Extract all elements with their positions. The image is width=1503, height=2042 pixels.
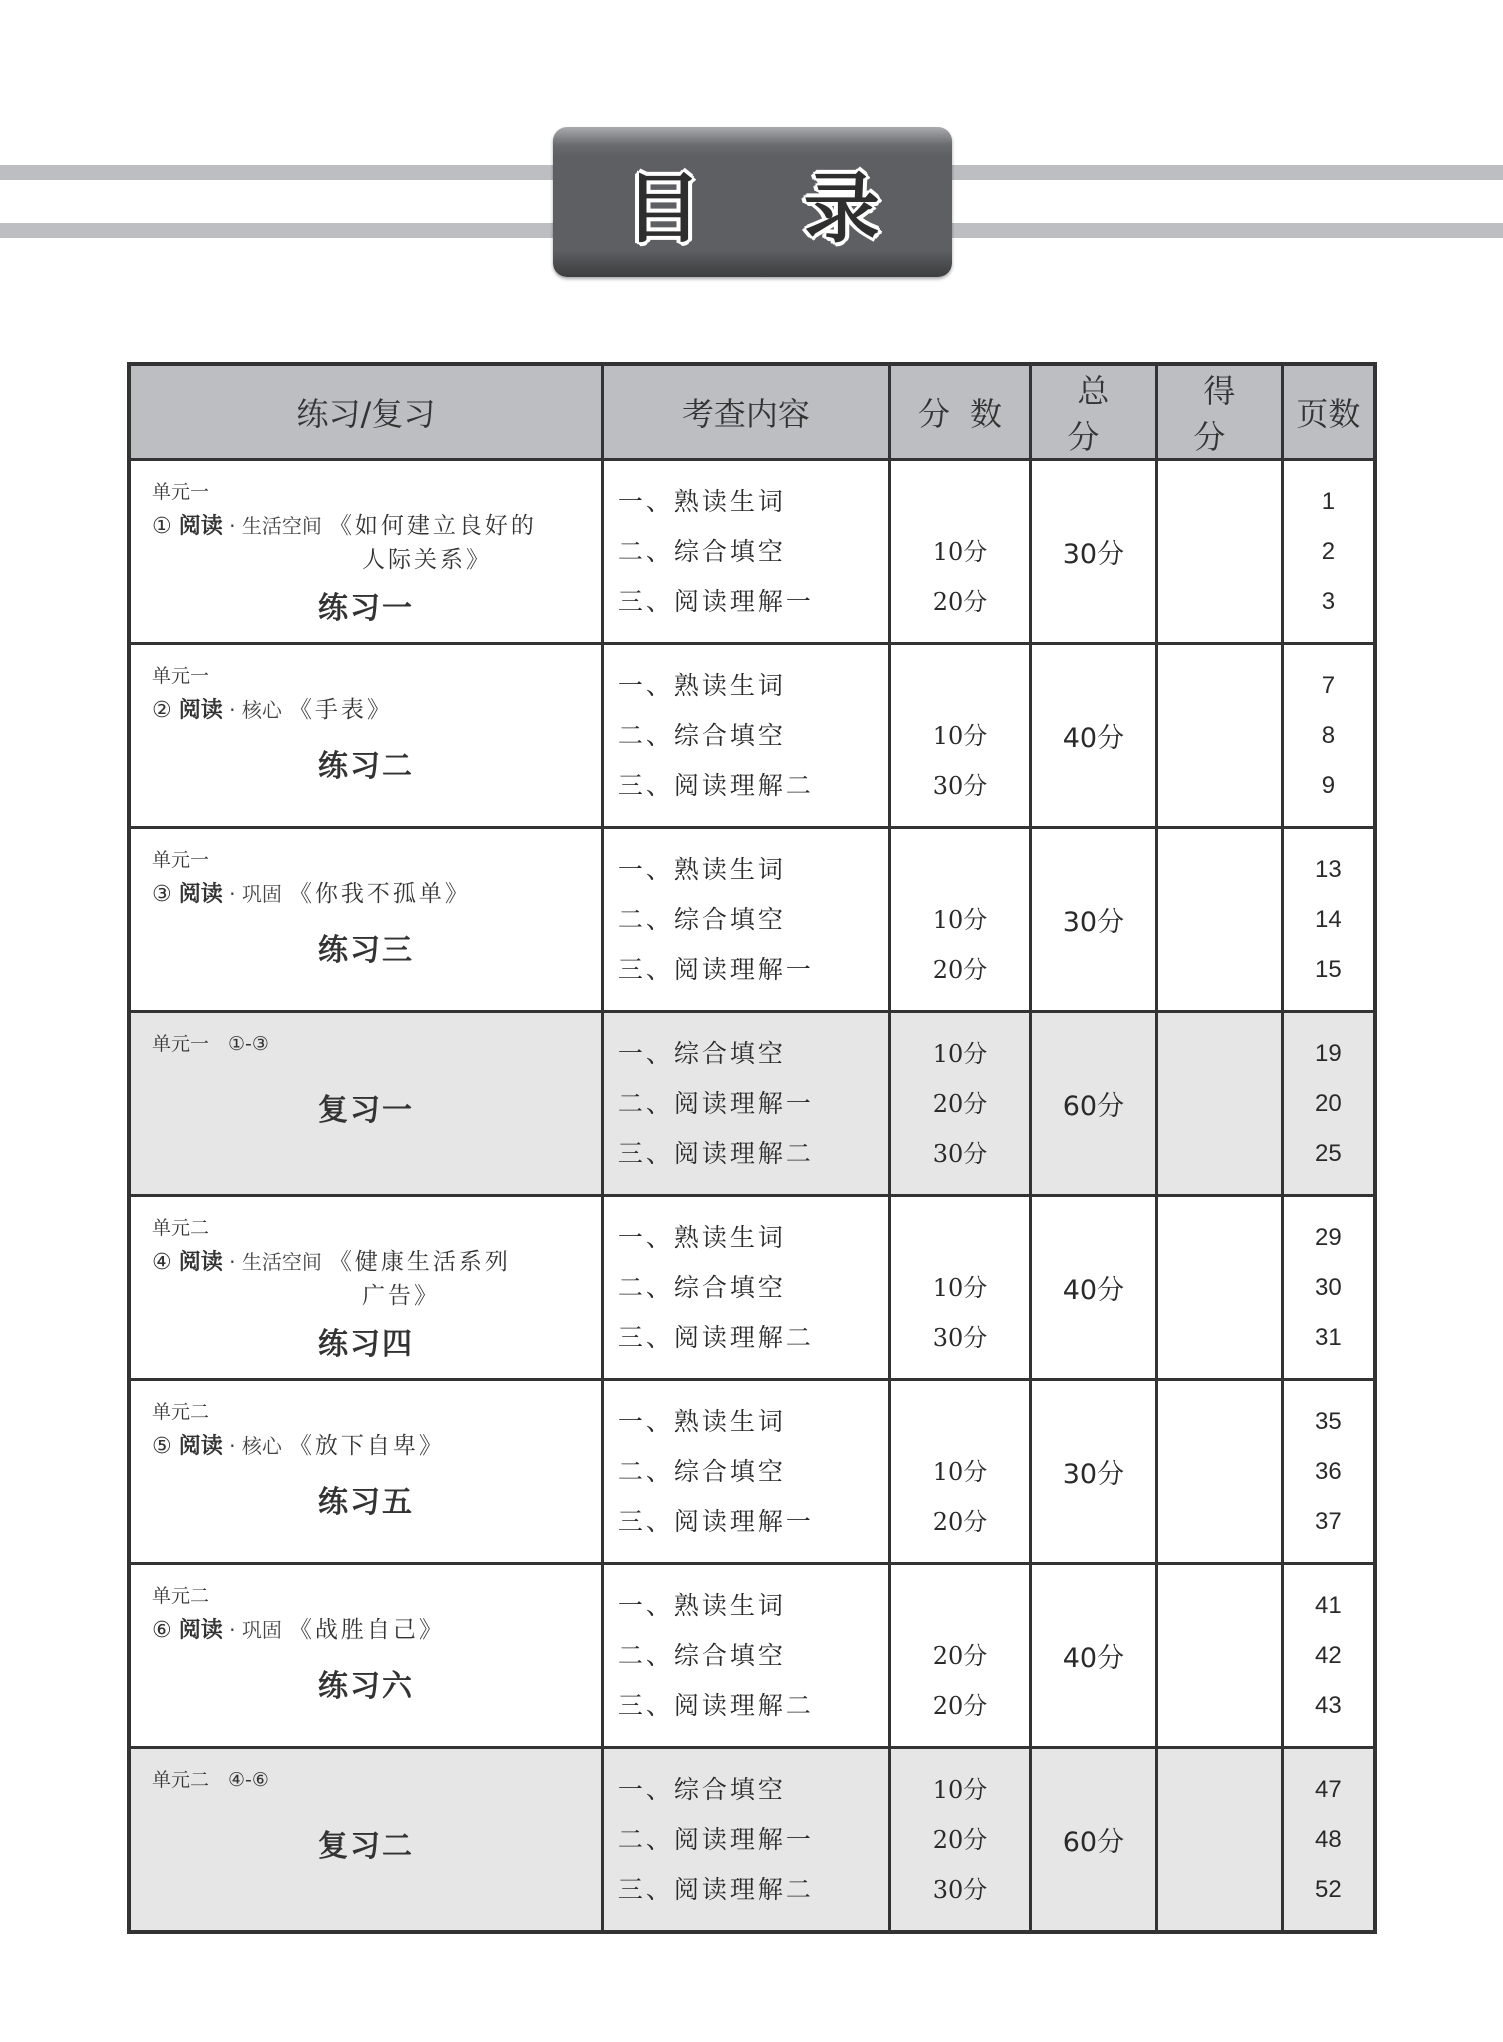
exercise-cell: [129, 644, 602, 828]
exercise-cell: [129, 1564, 602, 1748]
lesson-separator: ·: [222, 514, 242, 538]
page-number[interactable]: 8: [1321, 721, 1336, 749]
page-number[interactable]: 47: [1315, 1775, 1342, 1803]
score-cell: [889, 1564, 1030, 1748]
lesson-line: [152, 507, 537, 540]
page-cell: [1282, 828, 1375, 1012]
score-cell: [889, 828, 1030, 1012]
lesson-separator: ·: [222, 1618, 242, 1642]
page-cell: [1282, 1748, 1375, 1933]
content-item: 三、阅读理解一: [617, 586, 814, 616]
unit-label: 单元一: [152, 849, 210, 871]
content-item: 三、阅读理解二: [617, 770, 814, 800]
exercise-cell: [129, 1196, 602, 1380]
score-item: 10分: [932, 905, 988, 934]
lesson-type: 阅读: [178, 514, 223, 539]
score-item: 30分: [932, 1139, 988, 1168]
lesson-line: [152, 1427, 445, 1460]
total-score-cell: 40分: [1030, 644, 1156, 828]
content-cell: [602, 460, 889, 644]
content-item: 二、综合填空: [617, 1640, 786, 1670]
column-header-exercise: 练习/复习: [129, 364, 602, 460]
page-number[interactable]: 9: [1321, 771, 1336, 799]
earned-score-cell[interactable]: [1156, 1196, 1282, 1380]
table-header-row: [129, 364, 1375, 460]
content-item: 二、综合填空: [617, 536, 786, 566]
table-row: [129, 828, 1375, 1012]
score-item: 10分: [932, 721, 988, 750]
lesson-line: [152, 1611, 445, 1644]
lesson-category: 巩固: [241, 1618, 282, 1642]
content-item: 一、熟读生词: [617, 1590, 786, 1620]
page-cell: [1282, 1380, 1375, 1564]
lesson-number: ①: [152, 514, 172, 539]
lesson-title-continued: 广告》: [362, 1283, 440, 1309]
lesson-type: 阅读: [178, 1618, 223, 1643]
lesson-separator: ·: [222, 1250, 242, 1274]
content-cell: [602, 1196, 889, 1380]
page-cell: [1282, 460, 1375, 644]
total-score-cell: 60分: [1030, 1748, 1156, 1933]
lesson-line: [152, 1243, 511, 1276]
earned-score-cell[interactable]: [1156, 1748, 1282, 1933]
content-cell: [602, 1012, 889, 1196]
page-number[interactable]: 25: [1315, 1139, 1342, 1167]
page-number[interactable]: 15: [1315, 955, 1342, 983]
lesson-number: ③: [152, 882, 172, 907]
table-row: [129, 1564, 1375, 1748]
content-item: 二、综合填空: [617, 1272, 786, 1302]
lesson-title: 《如何建立良好的: [328, 513, 537, 539]
page-cell: [1282, 644, 1375, 828]
content-cell: [602, 828, 889, 1012]
lesson-number: ④: [152, 1250, 172, 1275]
unit-label: 单元一: [152, 481, 210, 503]
exercise-cell: [129, 1012, 602, 1196]
page-number[interactable]: 19: [1315, 1039, 1342, 1067]
content-item: 三、阅读理解二: [617, 1322, 814, 1352]
lesson-type: 阅读: [178, 882, 223, 907]
content-item: 一、熟读生词: [617, 486, 786, 516]
table-row: [129, 1380, 1375, 1564]
lesson-title: 《你我不孤单》: [288, 881, 471, 907]
content-item: 三、阅读理解一: [617, 954, 814, 984]
page-number[interactable]: 37: [1315, 1507, 1342, 1535]
page-number[interactable]: 36: [1315, 1457, 1342, 1485]
table-row: [129, 460, 1375, 644]
earned-score-cell[interactable]: [1156, 644, 1282, 828]
score-item: 20分: [932, 1089, 988, 1118]
page-number[interactable]: 29: [1315, 1223, 1342, 1251]
page-number[interactable]: 52: [1315, 1875, 1342, 1903]
page-number[interactable]: 13: [1315, 855, 1342, 883]
score-item: 10分: [932, 1775, 988, 1804]
earned-score-cell[interactable]: [1156, 460, 1282, 644]
table-row: [129, 1196, 1375, 1380]
page-number[interactable]: 35: [1315, 1407, 1342, 1435]
exercise-cell: [129, 828, 602, 1012]
unit-label: 单元二: [152, 1401, 210, 1423]
content-item: 三、阅读理解二: [617, 1874, 814, 1904]
lesson-number: ⑤: [152, 1434, 172, 1459]
score-item: 30分: [932, 771, 988, 800]
score-cell: [889, 1012, 1030, 1196]
content-item: 二、综合填空: [617, 720, 786, 750]
score-cell: [889, 1196, 1030, 1380]
content-cell: [602, 1380, 889, 1564]
page-cell: [1282, 1196, 1375, 1380]
lesson-type: 阅读: [178, 1250, 223, 1275]
column-header-page: 页数: [1282, 364, 1375, 460]
total-score-cell: 30分: [1030, 828, 1156, 1012]
score-item: 10分: [932, 537, 988, 566]
page-number[interactable]: 14: [1315, 905, 1342, 933]
lesson-title: 《放下自卑》: [288, 1433, 445, 1459]
content-cell: [602, 644, 889, 828]
column-header-score-label: 分数: [917, 395, 1022, 433]
page-number[interactable]: 41: [1315, 1591, 1342, 1619]
page-title: 目 录: [625, 163, 918, 253]
lesson-title-continued: 人际关系》: [362, 547, 492, 573]
score-cell: [889, 1380, 1030, 1564]
content-item: 二、阅读理解一: [617, 1824, 814, 1854]
page-number[interactable]: 42: [1315, 1641, 1342, 1669]
total-score-cell: 30分: [1030, 460, 1156, 644]
content-item: 二、阅读理解一: [617, 1088, 814, 1118]
exercise-title[interactable]: 练习六: [317, 1669, 414, 1704]
lesson-separator: ·: [222, 1434, 242, 1458]
content-item: 一、熟读生词: [617, 1406, 786, 1436]
lesson-line: [152, 875, 471, 908]
table-row-review: [129, 1748, 1375, 1933]
score-item: 20分: [932, 587, 988, 616]
score-item: 10分: [932, 1457, 988, 1486]
content-cell: [602, 1748, 889, 1933]
score-item: 30分: [932, 1323, 988, 1352]
page-number[interactable]: 2: [1321, 537, 1336, 565]
page-number[interactable]: 43: [1315, 1691, 1342, 1719]
exercise-cell: [129, 1748, 602, 1933]
exercise-title[interactable]: 练习五: [317, 1485, 414, 1520]
exercise-cell: [129, 460, 602, 644]
content-item: 二、综合填空: [617, 904, 786, 934]
score-item: 20分: [932, 1507, 988, 1536]
total-score-cell: 40分: [1030, 1196, 1156, 1380]
table-row: [129, 644, 1375, 828]
content-item: 一、综合填空: [617, 1774, 786, 1804]
score-cell: [889, 1748, 1030, 1933]
lesson-category: 核心: [241, 1434, 282, 1458]
lesson-title: 《战胜自己》: [288, 1617, 445, 1643]
page-number[interactable]: 3: [1321, 587, 1336, 615]
column-header-total: [1030, 364, 1156, 460]
page-number[interactable]: 1: [1321, 487, 1336, 515]
score-item: 10分: [932, 1039, 988, 1068]
score-item: 10分: [932, 1273, 988, 1302]
content-item: 二、综合填空: [617, 1456, 786, 1486]
lesson-title: 《健康生活系列: [328, 1249, 511, 1275]
lesson-number: ⑥: [152, 1618, 172, 1643]
lesson-category: 巩固: [241, 882, 282, 906]
content-item: 一、综合填空: [617, 1038, 786, 1068]
score-item: 20分: [932, 1641, 988, 1670]
earned-score-cell[interactable]: [1156, 1380, 1282, 1564]
lesson-category: 生活空间: [241, 1250, 322, 1274]
score-item: 20分: [932, 1825, 988, 1854]
total-score-cell: 60分: [1030, 1012, 1156, 1196]
page-number[interactable]: 30: [1315, 1273, 1342, 1301]
column-header-total-label: 总分: [1067, 372, 1130, 456]
exercise-title[interactable]: 复习二: [317, 1829, 414, 1864]
exercise-title[interactable]: 练习四: [317, 1327, 414, 1362]
content-item: 一、熟读生词: [617, 854, 786, 884]
lesson-line: [152, 691, 393, 724]
lesson-separator: ·: [222, 882, 242, 906]
page-cell: [1282, 1012, 1375, 1196]
content-item: 三、阅读理解一: [617, 1506, 814, 1536]
total-score-cell: 40分: [1030, 1564, 1156, 1748]
lesson-type: 阅读: [178, 698, 223, 723]
lesson-separator: ·: [222, 698, 242, 722]
exercise-title[interactable]: 练习一: [317, 591, 414, 626]
column-header-score: [889, 364, 1030, 460]
earned-score-cell[interactable]: [1156, 828, 1282, 1012]
page-number[interactable]: 7: [1321, 671, 1336, 699]
content-item: 一、熟读生词: [617, 1222, 786, 1252]
table-row-review: [129, 1012, 1375, 1196]
unit-label: 单元一: [152, 665, 210, 687]
column-header-earned-label: 得分: [1193, 372, 1256, 456]
exercise-title[interactable]: 练习三: [317, 933, 414, 968]
column-header-content: 考查内容: [602, 364, 889, 460]
exercise-title[interactable]: 练习二: [317, 749, 414, 784]
score-cell: [889, 460, 1030, 644]
page-number[interactable]: 48: [1315, 1825, 1342, 1853]
column-header-earned: [1156, 364, 1282, 460]
lesson-category: 生活空间: [241, 514, 322, 538]
exercise-title[interactable]: 复习一: [317, 1093, 414, 1128]
unit-label: 单元二: [152, 1217, 210, 1239]
score-item: 20分: [932, 955, 988, 984]
score-cell: [889, 644, 1030, 828]
lesson-title: 《手表》: [288, 697, 393, 723]
title-banner: [553, 127, 952, 277]
content-item: 三、阅读理解二: [617, 1690, 814, 1720]
score-item: 30分: [932, 1875, 988, 1904]
total-score-cell: 30分: [1030, 1380, 1156, 1564]
lesson-type: 阅读: [178, 1434, 223, 1459]
earned-score-cell[interactable]: [1156, 1012, 1282, 1196]
unit-label: 单元二 ④-⑥: [152, 1769, 269, 1791]
content-item: 一、熟读生词: [617, 670, 786, 700]
page-number[interactable]: 20: [1315, 1089, 1342, 1117]
page-cell: [1282, 1564, 1375, 1748]
exercise-cell: [129, 1380, 602, 1564]
page-number[interactable]: 31: [1315, 1323, 1342, 1351]
table-of-contents: [127, 362, 1377, 1934]
lesson-category: 核心: [241, 698, 282, 722]
lesson-number: ②: [152, 698, 172, 723]
content-item: 三、阅读理解二: [617, 1138, 814, 1168]
unit-label: 单元一 ①-③: [152, 1033, 269, 1055]
unit-label: 单元二: [152, 1585, 210, 1607]
earned-score-cell[interactable]: [1156, 1564, 1282, 1748]
score-item: 20分: [932, 1691, 988, 1720]
content-cell: [602, 1564, 889, 1748]
